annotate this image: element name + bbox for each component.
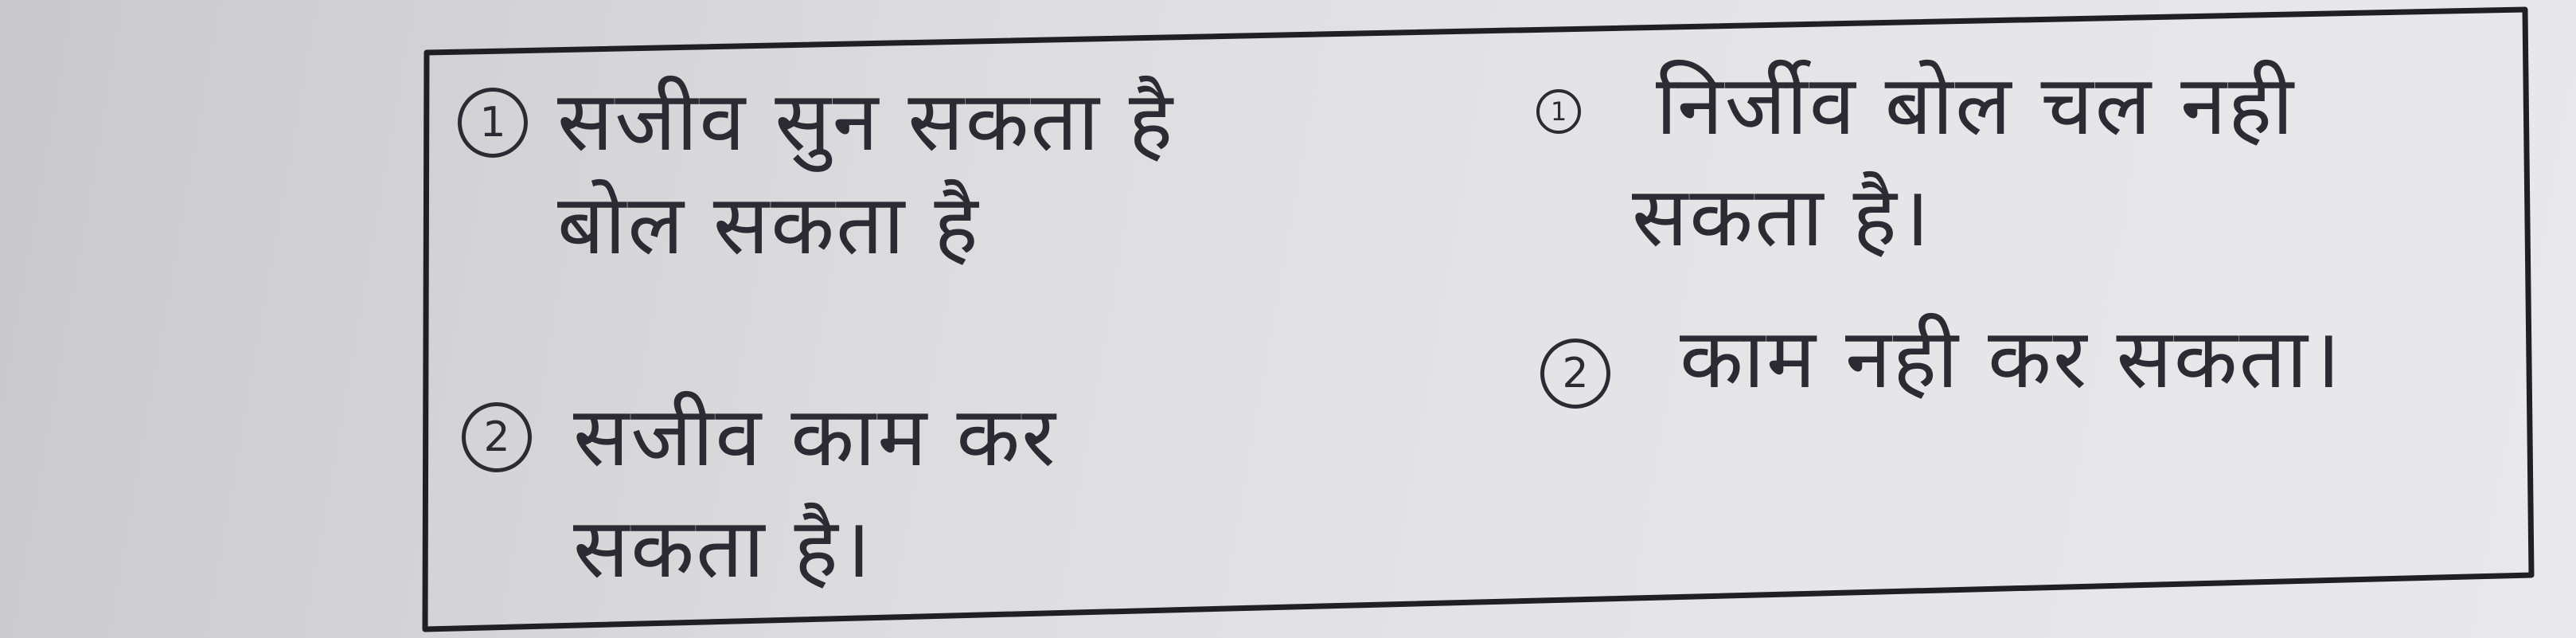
right-item-2-line-1: काम नही कर सकता। (1680, 310, 2343, 407)
right-item-2-number-circle: 2 (1540, 339, 1610, 409)
left-item-1-line-2: बोल सकता है (557, 176, 980, 273)
left-item-2-line-2: सकता है। (573, 499, 873, 597)
right-item-1-line-1: निर्जीव बोल चल नही (1656, 57, 2296, 154)
left-item-1-number-circle: 1 (458, 88, 528, 158)
right-item-1-number-circle: 1 (1536, 89, 1581, 134)
left-item-2-line-1: सजीव काम कर (573, 388, 1057, 485)
left-item-2-number-circle: 2 (462, 402, 532, 472)
left-item-1-line-1: सजीव सुन सकता है (557, 72, 1175, 170)
right-item-1-line-2: सकता है। (1632, 168, 1932, 265)
